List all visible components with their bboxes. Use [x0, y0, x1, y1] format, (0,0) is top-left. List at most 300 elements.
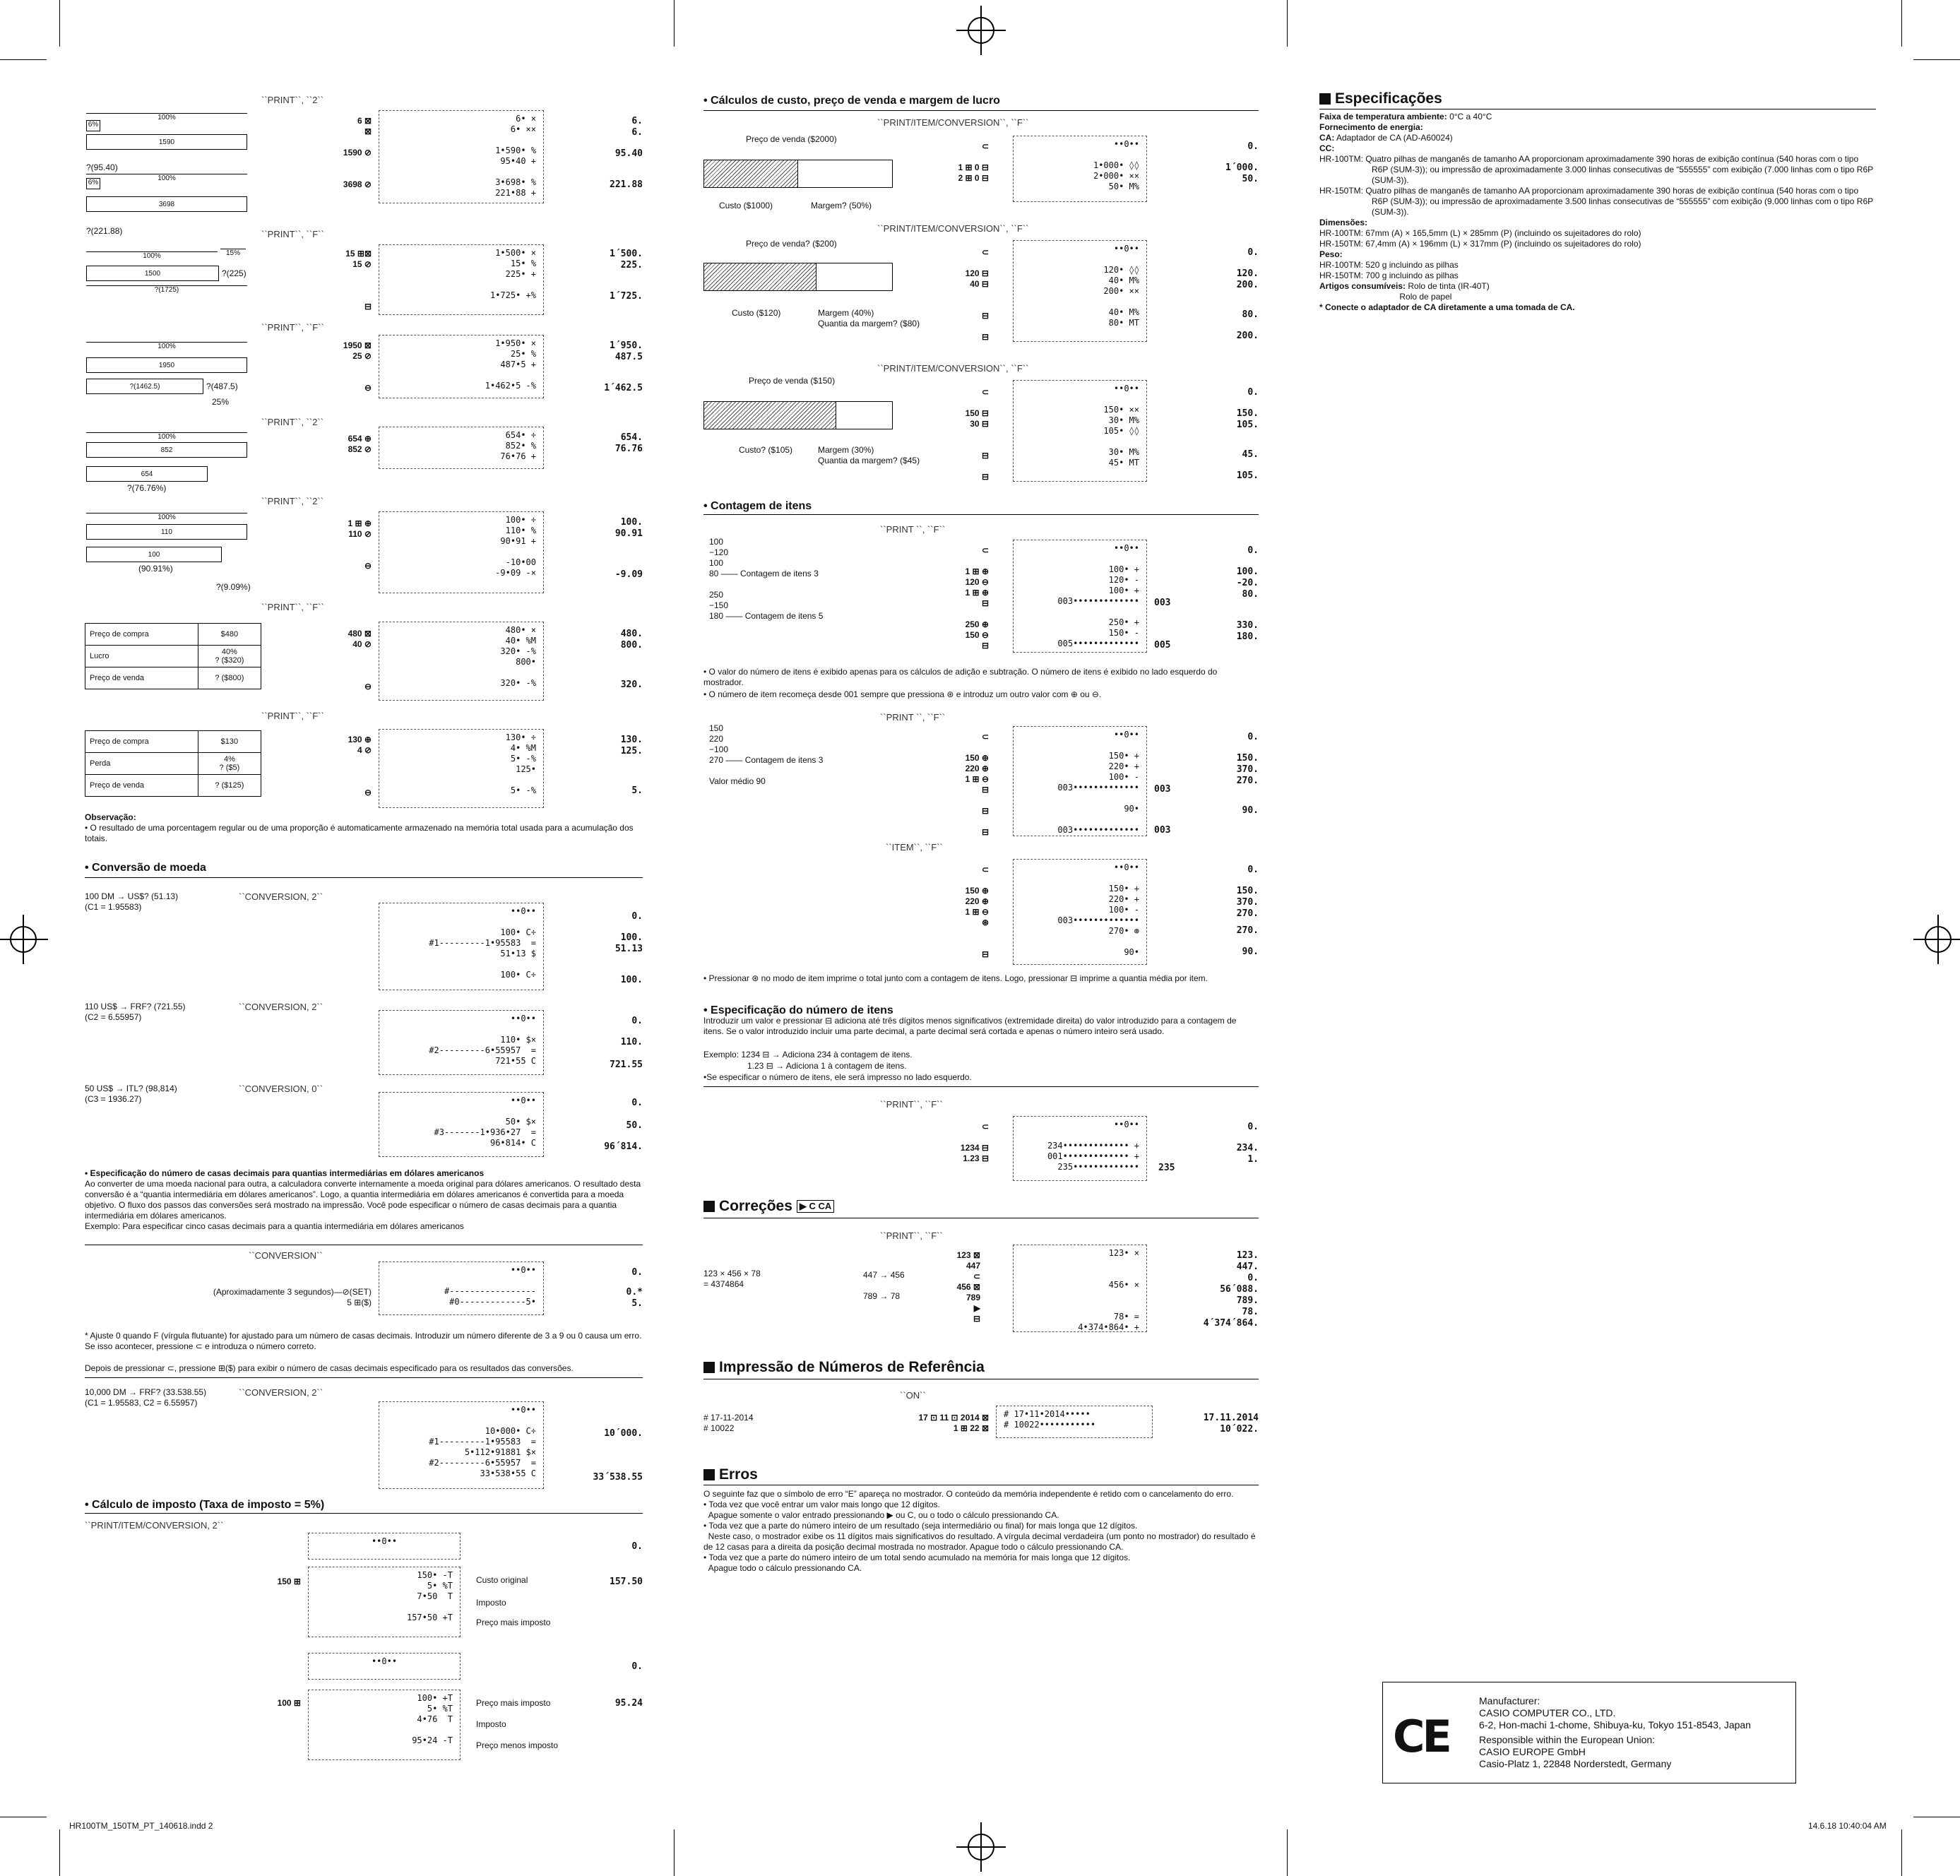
mode-label: ``PRINT``, ``F`` — [880, 1099, 943, 1110]
tax-label: Imposto — [476, 1719, 506, 1729]
ce-line: CASIO COMPUTER CO., LTD. — [1479, 1707, 1616, 1718]
section-title: • Cálculos de custo, preço de venda e margem de lucro — [703, 95, 1000, 107]
bar-percent: 6% — [86, 178, 100, 189]
display-result: 370. — [1236, 897, 1259, 908]
display-result: 6. — [631, 116, 643, 126]
display-result: 270. — [1236, 776, 1259, 786]
footer-timestamp: 14.6.18 10:40:04 AM — [1808, 1821, 1887, 1831]
spec-line — [1319, 218, 1876, 228]
bar-value: 1590 — [86, 134, 247, 150]
observation-text: • O resultado de uma porcentagem regular ou de uma proporção é automaticamente armazenado na memória total usada para a acumulação dos totais. — [85, 823, 634, 843]
key-sequence: ⊂ 150 ⊕ 220 ⊕ 1 ⊞ ⊖ ⊛ ⊟ — [965, 865, 989, 959]
bar-scale: 100% — [86, 251, 218, 263]
price-table — [85, 623, 261, 689]
bar-scale: 100% — [86, 513, 247, 524]
print-tape: 100• ÷ 110• % 90•91 + -10•00 -9•09 -× — [379, 511, 544, 593]
table-cell: $130 — [198, 731, 261, 753]
display-result: 200. — [1236, 331, 1259, 341]
display-result: -20. — [1236, 578, 1259, 588]
mode-label: ``PRINT``, ``F`` — [261, 229, 324, 239]
bar-result: ?(76.76%) — [127, 483, 167, 493]
spec-text: Introduzir um valor e pressionar ⊟ adiciona até três dígitos menos significativos (extremidade direita) do valor introduzido para a contagem de itens. Se o valor introduzido incluir uma parte decimal, a parte decimal será cortada e apenas o número inteiro será usado. — [703, 1016, 1237, 1036]
table-cell: 4% ? ($5) — [198, 753, 261, 775]
bar-value: 852 — [86, 442, 247, 458]
item-count: 005 — [1154, 640, 1171, 651]
display-result: 654. — [620, 432, 643, 443]
spec-value: Rolo de tinta (IR-40T) — [1406, 281, 1490, 291]
count-example: 150 220 −100 270 —— Contagem de itens 3 Valor médio 90 — [709, 723, 824, 786]
bar-percent: 15% — [220, 249, 246, 260]
key-sequence: 150 ⊞ — [277, 1577, 301, 1586]
display-result: 90. — [1242, 946, 1259, 957]
ce-text — [1479, 1695, 1751, 1770]
decimal-after: Depois de pressionar ⊂, pressione ⊞($) para exibir o número de casas decimais especificado para os resultados das conversões. — [85, 1363, 574, 1373]
bar-percent: 6% — [86, 120, 100, 131]
print-tape: 100• +T 5• %T 4•76 T 95•24 -T — [308, 1690, 461, 1760]
table-cell: Perda — [85, 753, 198, 775]
spec-line — [1319, 249, 1876, 260]
display-result: 370. — [1236, 764, 1259, 775]
tax-label: Preço menos imposto — [476, 1740, 559, 1750]
tax-label: Preço mais imposto — [476, 1617, 551, 1627]
display-result: 1´000. — [1225, 162, 1259, 173]
mode-label: ``PRINT/ITEM/CONVERSION``, ``F`` — [877, 223, 1029, 234]
bar-result: ?(221.88) — [86, 226, 123, 236]
section-rule — [703, 110, 1259, 111]
print-tape: ••0•• 150• + 220• + 100• - 003••••••••••••• 270• ⊛ 90• — [1013, 859, 1147, 965]
bar-value: 654 — [86, 466, 208, 482]
display-result: 105. — [1236, 420, 1259, 430]
crop-mark — [1287, 1829, 1288, 1876]
spec-line — [1319, 281, 1876, 292]
display-result: 33´538.55 — [593, 1472, 643, 1483]
mode-label: ``PRINT``, ``2`` — [261, 496, 324, 506]
item-count: 235 — [1158, 1163, 1175, 1173]
spec-key: Faixa de temperatura ambiente: — [1319, 112, 1447, 121]
display-result: 100. — [620, 932, 643, 943]
conversion-label: 100 DM → US$? (51.13) (C1 = 1.95583) — [85, 891, 179, 912]
mode-label: ``CONVERSION`` — [249, 1250, 323, 1261]
correction-steps: 447 → 456 789 → 78 — [863, 1270, 905, 1301]
count-note: • O número de item recomeça desde 001 sempre que pressiona ⊛ e introduz um outro valor com ⊕ ou ⊖. — [703, 689, 1102, 699]
spec-line — [1319, 112, 1876, 122]
section-square-icon — [703, 1469, 715, 1480]
display-result: 17.11.2014 — [1203, 1413, 1259, 1423]
decimal-spec-title: • Especificação do número de casas decimais para quantias intermediárias em dólares americanos — [85, 1168, 485, 1178]
display-result: 105. — [1236, 470, 1259, 481]
spec-value: 0°C a 40°C — [1447, 112, 1492, 121]
print-tape: ••0•• — [308, 1533, 461, 1560]
display-result: 0. — [1247, 865, 1259, 875]
display-result: 0. — [1247, 545, 1259, 556]
table-cell: ? ($125) — [198, 775, 261, 797]
spec-key: CA: — [1319, 133, 1335, 143]
display-result: 96´814. — [604, 1141, 643, 1152]
display-result: 150. — [1236, 753, 1259, 764]
crop-mark — [1913, 59, 1960, 60]
display-result: 56´088. — [1220, 1284, 1259, 1295]
bar-result: ?(95.40) — [86, 162, 118, 172]
price-bar — [703, 401, 893, 429]
key-sequence: 17 ⊡ 11 ⊡ 2014 ⊠ 1 ⊞ 22 ⊠ — [918, 1413, 989, 1433]
display-result: 130. — [620, 735, 643, 745]
display-result: 50. — [626, 1120, 643, 1131]
key-sequence: (Aproximadamente 3 segundos)—⊘(SET) 5 ⊞($) — [213, 1287, 372, 1307]
registration-mark — [10, 926, 37, 953]
conversion-label: 50 US$ → ITL? (98,814) (C3 = 1936.27) — [85, 1084, 177, 1104]
diagram-label: Custo? ($105) — [739, 445, 793, 455]
section-title: • Cálculo de imposto (Taxa de imposto = 5%) — [85, 1499, 325, 1511]
bar-percent: 25% — [212, 397, 230, 407]
ce-line: CASIO EUROPE GmbH — [1479, 1746, 1586, 1757]
display-result: 221.88 — [610, 179, 643, 190]
count-example: 100 −120 100 80 —— Contagem de itens 3 250 −150 180 —— Contagem de itens 5 — [709, 537, 824, 621]
registration-mark — [968, 17, 994, 44]
display-result: -9.09 — [614, 569, 643, 580]
display-result: 0. — [1247, 247, 1259, 258]
table-cell: Lucro — [85, 646, 198, 667]
display-result: 0.* — [626, 1287, 643, 1298]
diagram-label: Custo ($120) — [732, 308, 781, 318]
mode-label: ``PRINT``, ``F`` — [261, 602, 324, 612]
display-result: 0. — [1247, 387, 1259, 398]
print-tape: ••0•• 10•000• C÷ #1---------1•95583 = 5•112•91881 $× #2---------6•55957 = 33•538•55 C — [379, 1401, 544, 1489]
spec-key: Dimensões: — [1319, 218, 1368, 227]
print-tape: 130• ÷ 4• %M 5• -% 125• 5• -% — [379, 729, 544, 808]
table-cell: Preço de venda — [85, 667, 198, 689]
display-result: 0. — [631, 1267, 643, 1278]
bar-value: 1500 — [86, 266, 219, 281]
mode-label: ``PRINT/ITEM/CONVERSION``, ``F`` — [877, 363, 1029, 374]
display-result: 200. — [1236, 280, 1259, 290]
conversion-label: 10,000 DM → FRF? (33.538.55) (C1 = 1.95583, C2 = 6.55957) — [85, 1387, 207, 1408]
mode-label: ``PRINT``, ``F`` — [880, 1230, 943, 1241]
mode-label: ``ITEM``, ``F`` — [886, 842, 943, 853]
correction-keys-icon: ▶ C CA — [797, 1200, 834, 1213]
display-result: 110. — [620, 1037, 643, 1047]
tax-label: Preço mais imposto — [476, 1698, 551, 1708]
corrections-title-text: Correções — [719, 1198, 792, 1214]
mode-label: ``CONVERSION, 0`` — [239, 1084, 323, 1094]
print-tape: ••0•• 110• $× #2---------6•55957 = 721•55 C — [379, 1010, 544, 1075]
spec-key: Peso: — [1319, 249, 1343, 259]
display-result: 0. — [1247, 141, 1259, 152]
registration-mark — [968, 1834, 994, 1860]
section-rule — [703, 514, 1259, 515]
display-result: 0. — [1247, 1273, 1259, 1283]
print-tape: ••0•• — [308, 1653, 461, 1680]
bar-value: 100 — [86, 547, 222, 562]
crop-mark — [0, 59, 47, 60]
mode-label: ``CONVERSION, 2`` — [239, 1002, 323, 1012]
print-tape: 1•950• × 25• % 487•5 + 1•462•5 -% — [379, 335, 544, 398]
bar-scale: 100% — [86, 113, 247, 127]
section-rule — [703, 1086, 1259, 1087]
bar-result: ?(9.09%) — [216, 582, 251, 592]
display-result: 225. — [620, 260, 643, 271]
bar-result: ?(225) — [222, 268, 247, 278]
display-result: 45. — [1242, 449, 1259, 460]
display-result: 234. — [1236, 1143, 1259, 1153]
ce-mark-icon: CE — [1393, 1711, 1449, 1762]
display-result: 100. — [1236, 566, 1259, 577]
item-count: 003 — [1154, 598, 1171, 608]
key-sequence: 100 ⊞ — [277, 1698, 301, 1708]
print-tape: ••0•• #----------------- #0-------------5• — [379, 1261, 544, 1315]
display-result: 1. — [1247, 1154, 1259, 1165]
display-result: 800. — [620, 640, 643, 651]
display-result: 270. — [1236, 908, 1259, 919]
mode-label: ``CONVERSION, 2`` — [239, 891, 323, 902]
spec-line — [1319, 143, 1876, 154]
spec-example: 1.23 ⊟ → Adiciona 1 à contagem de itens. — [747, 1061, 907, 1071]
display-result: 0. — [631, 1661, 643, 1672]
ce-line: 6-2, Hon-machi 1-chome, Shibuya-ku, Tokyo 151-8543, Japan — [1479, 1719, 1751, 1730]
key-sequence: 1 ⊞ ⊕ 110 ⊘ ⊖ — [348, 518, 372, 571]
count-note: • O valor do número de itens é exibido apenas para os cálculos de adição e subtração. O número de itens é exibido no lado esquerdo do mostrador. — [703, 667, 1218, 687]
errors-title — [703, 1466, 758, 1483]
display-result: 95.24 — [614, 1698, 643, 1709]
section-title: • Especificação do número de itens — [703, 1004, 893, 1016]
print-tape: 6• × 6• ×× 1•590• % 95•40 + 3•698• % 221•88 + — [379, 110, 544, 203]
table-cell: $480 — [198, 624, 261, 646]
mode-label: ``ON`` — [900, 1390, 926, 1401]
mode-label: ``CONVERSION, 2`` — [239, 1387, 323, 1398]
display-result: 487.5 — [614, 352, 643, 362]
display-result: 10´000. — [604, 1428, 643, 1439]
display-result: 5. — [631, 785, 643, 796]
print-tape: ••0•• 100• + 120• - 100• + 003••••••••••••• 250• + 150• - 005••••••••••••• — [1013, 540, 1147, 653]
diagram-label: Margem? (50%) — [811, 201, 872, 210]
section-square-icon — [703, 1201, 715, 1212]
tax-label: Imposto — [476, 1598, 506, 1608]
count-note: • Pressionar ⊛ no modo de item imprime o total junto com a contagem de itens. Logo, pressionar ⊟ imprime a quantia média por item. — [703, 973, 1208, 983]
diagram-label: Preço de venda? ($200) — [746, 239, 837, 249]
bar-value: 110 — [86, 524, 247, 540]
display-result: 0. — [631, 1541, 643, 1552]
footer-filename: HR100TM_150TM_PT_140618.indd 2 — [69, 1821, 213, 1831]
spec-line — [1319, 122, 1876, 133]
display-result: 95.40 — [614, 148, 643, 159]
print-tape: ••0•• 150• + 220• + 100• - 003••••••••••••• 90• 003••••••••••••• — [1013, 726, 1147, 836]
display-result: 80. — [1242, 589, 1259, 600]
display-result: 50. — [1242, 174, 1259, 184]
display-result: 320. — [620, 679, 643, 690]
print-tape: ••0•• 150• ×× 30• M% 105• ◊◊ 30• M% 45• MT — [1013, 380, 1147, 482]
price-bar — [703, 263, 893, 291]
spec-example: •Se especificar o número de itens, ele será impresso no lado esquerdo. — [703, 1072, 972, 1082]
display-result: 150. — [1236, 886, 1259, 896]
display-result: 150. — [1236, 408, 1259, 419]
display-result: 480. — [620, 629, 643, 639]
key-sequence: ⊂ 1234 ⊟ 1.23 ⊟ — [960, 1122, 989, 1163]
display-result: 1´725. — [610, 291, 643, 302]
spec-line — [1319, 133, 1876, 143]
crop-mark — [1901, 0, 1902, 47]
bar-value: 3698 — [86, 196, 247, 212]
decimal-note: * Ajuste 0 quando F (vírgula flutuante) for ajustado para um número de casas decimais. Introduzir um número diferente de 3 a 9 ou 0 causa um erro. Se isso acontecer, pressione ⊂ e introduza o número correto. — [85, 1331, 642, 1351]
crop-mark — [59, 0, 60, 47]
item-count: 003 — [1154, 825, 1171, 836]
corrections-title — [703, 1198, 834, 1215]
spec-line: HR-100TM: 67mm (A) × 165,5mm (L) × 285mm (P) (incluindo os sujeitadores do rolo) — [1319, 228, 1641, 238]
display-result: 5. — [631, 1298, 643, 1309]
bar-result: ?(487.5) — [206, 381, 238, 391]
bar-value: 1950 — [86, 357, 247, 373]
crop-mark — [1287, 0, 1288, 47]
display-result: 0. — [631, 1016, 643, 1026]
key-sequence: 6 ⊠ ⊠ 1590 ⊘ 3698 ⊘ — [343, 116, 372, 189]
diagram-label: Margem (30%) Quantia da margem? ($45) — [818, 445, 920, 465]
table-cell: 40% ? ($320) — [198, 646, 261, 667]
display-result: 447. — [1236, 1261, 1259, 1272]
display-result: 80. — [1242, 309, 1259, 320]
decimal-spec-text: Ao converter de uma moeda nacional para outra, a calculadora converte internamente a moeda original para dólares americanos. O resultado desta conversão é a “quantia intermediária em dólares americanos”. Logo, a quantia intermediária em dólares americanos é convertida para a moeda objetivo. O fluxo dos passos das conversões será mostrado na impressão. Você pode especificar o número de casas decimais para a quantia intermediária em dólares americanos. — [85, 1179, 641, 1221]
display-result: 0. — [1247, 732, 1259, 742]
display-result: 270. — [1236, 925, 1259, 936]
section-title: • Contagem de itens — [703, 500, 812, 512]
key-sequence: 1950 ⊠ 25 ⊘ ⊖ — [343, 340, 372, 393]
mode-label: ``PRINT``, ``2`` — [261, 95, 324, 105]
print-tape: 150• -T 5• %T 7•50 T 157•50 +T — [308, 1567, 461, 1637]
table-cell: Preço de compra — [85, 731, 198, 753]
spec-key: Fornecimento de energia: — [1319, 122, 1423, 132]
display-result: 125. — [620, 746, 643, 756]
display-result: 0. — [1247, 1122, 1259, 1132]
ce-declaration — [1382, 1682, 1796, 1783]
specs-list — [1319, 112, 1876, 313]
mode-label: ``PRINT/ITEM/CONVERSION, 2`` — [85, 1520, 224, 1531]
table-cell: ? ($800) — [198, 667, 261, 689]
crop-mark — [1901, 1829, 1902, 1876]
bar-scale: 100% — [86, 432, 247, 444]
crop-mark — [674, 1829, 675, 1876]
mode-label: ``PRINT``, ``F`` — [261, 322, 324, 333]
print-tape: 480• × 40• %M 320• -% 800• 320• -% — [379, 622, 544, 701]
display-result: 0. — [631, 911, 643, 922]
reference-title-text: Impressão de Números de Referência — [719, 1359, 985, 1375]
display-result: 180. — [1236, 631, 1259, 642]
display-result: 157.50 — [610, 1577, 643, 1587]
key-sequence: ⊂ 150 ⊟ 30 ⊟ ⊟ ⊟ — [965, 387, 989, 482]
print-tape: 1•500• × 15• % 225• + 1•725• +% — [379, 244, 544, 315]
display-result: 0. — [631, 1098, 643, 1108]
table-cell: Preço de compra — [85, 624, 198, 646]
conversion-label: 110 US$ → FRF? (721.55) (C2 = 6.55957) — [85, 1002, 186, 1022]
display-result: 330. — [1236, 620, 1259, 631]
section-rule — [85, 877, 643, 878]
spec-value: Adaptador de CA (AD-A60024) — [1334, 133, 1453, 143]
bar-value: ?(1462.5) — [86, 379, 203, 394]
price-table — [85, 730, 261, 797]
print-tape: 654• ÷ 852• % 76•76 + — [379, 427, 544, 469]
observation — [85, 812, 643, 844]
key-sequence: ⊂ 1 ⊞ ⊕ 120 ⊖ 1 ⊞ ⊕ ⊟ 250 ⊕ 150 ⊖ ⊟ — [965, 545, 989, 651]
spec-line: HR-150TM: Quatro pilhas de manganês de tamanho AA proporcionam aproximadamente 390 horas de exibição contínua (540 horas com o tipo R6P (SUM-3)); ou impressão de aproximadamente 3.500 linhas consecutivas de “555555” com exibição (9.000 linhas com o tipo R6P (SUM-3)). — [1319, 186, 1873, 217]
key-sequence: 480 ⊠ 40 ⊘ ⊖ — [348, 629, 372, 691]
decimal-spec-example: Exemplo: Para especificar cinco casas decimais para a quantia intermediária em dólares americanos — [85, 1221, 464, 1231]
display-result: 1´950. — [610, 340, 643, 351]
display-result: 1´500. — [610, 249, 643, 259]
key-sequence: ⊂ 150 ⊕ 220 ⊕ 1 ⊞ ⊖ ⊟ ⊟ ⊟ — [965, 732, 989, 837]
display-result: 51.13 — [614, 944, 643, 954]
bar-scale: 100% — [86, 174, 247, 185]
display-result: 4´374´864. — [1203, 1318, 1259, 1329]
ce-line: Casio-Platz 1, 22848 Norderstedt, Germany — [1479, 1758, 1672, 1769]
price-bar — [703, 160, 893, 188]
key-sequence: 123 ⊠ 447 ⊂ 456 ⊠ 789 ▶ ⊟ — [956, 1250, 980, 1324]
diagram-label: Margem (40%) Quantia da margem? ($80) — [818, 308, 920, 328]
mode-label: ``PRINT/ITEM/CONVERSION``, ``F`` — [877, 117, 1029, 128]
spec-line: HR-150TM: 67,4mm (A) × 196mm (L) × 317mm (P) (incluindo os sujeitadores do rolo) — [1319, 239, 1641, 249]
spec-line: Rolo de papel — [1319, 292, 1452, 302]
spec-example: Exemplo: 1234 ⊟ → Adiciona 234 à contagem de itens. — [703, 1050, 913, 1059]
table-cell: Preço de venda — [85, 775, 198, 797]
bar-result: (90.91%) — [138, 564, 173, 574]
ce-line: Manufacturer: — [1479, 1695, 1540, 1706]
spec-key: Artigos consumíveis: — [1319, 281, 1406, 291]
diagram-label: Preço de venda ($2000) — [746, 134, 837, 144]
display-result: 123. — [1236, 1250, 1259, 1261]
display-result: 100. — [620, 975, 643, 985]
section-title: • Conversão de moeda — [85, 862, 206, 874]
section-rule — [85, 1513, 643, 1514]
item-count: 003 — [1154, 784, 1171, 795]
observation-title: Observação: — [85, 812, 136, 822]
display-result: 90. — [1242, 805, 1259, 816]
mode-label: ``PRINT``, ``F`` — [261, 711, 324, 721]
display-result: 1´462.5 — [604, 383, 643, 393]
display-result: 90.91 — [614, 528, 643, 539]
display-result: 10´022. — [1220, 1424, 1259, 1435]
display-result: 120. — [1236, 268, 1259, 279]
key-sequence: 130 ⊕ 4 ⊘ ⊖ — [348, 735, 372, 797]
print-tape: ••0•• 100• C÷ #1---------1•95583 = 51•13 $ 100• C÷ — [379, 903, 544, 990]
specs-title-text: Especificações — [1335, 90, 1442, 107]
print-tape: 123• × 456• × 78• = 4•374•864• + — [1013, 1245, 1147, 1332]
key-sequence: 15 ⊞⊠ 15 ⊘ ⊟ — [345, 249, 372, 311]
display-result: 100. — [620, 517, 643, 528]
spec-line: * Conecte o adaptador de CA diretamente a uma tomada de CA. — [1319, 302, 1575, 312]
crop-mark — [59, 1829, 60, 1876]
spec-line: HR-150TM: 700 g incluindo as pilhas — [1319, 271, 1459, 280]
section-square-icon — [703, 1362, 715, 1373]
section-rule — [85, 1377, 643, 1378]
print-tape: ••0•• 120• ◊◊ 40• M% 200• ×× 40• M% 80• MT — [1013, 240, 1147, 342]
key-sequence: ⊂ 120 ⊟ 40 ⊟ ⊟ ⊟ — [965, 247, 989, 342]
errors-text: O seguinte faz que o símbolo de erro “E” apareça no mostrador. O conteúdo da memória independente é retido com o cancelamento do erro. • Toda vez que você entrar um valor mais longo que 12 dígitos. Apague somente o valor entrado pressionando ▶ ou C, ou o todo o cálculo pressionando CA. • Toda vez que a parte do número inteiro de um resultado (seja intermediário ou final) for mais longa que 12 dígitos. Neste caso, o mostrador exibe os 11 dígitos mais significativos do resultado. A vírgula decimal verdadeira (um ponto no mostrador) do resultado é de 12 casas para a direita da posição decimal mostrada no mostrador. Apague todo o cálculo pressionando CA. • Toda vez que a parte do número inteiro de um total sendo acumulado na memória for mais longa que 12 dígitos. Apague todo o cálculo pressionando CA. — [703, 1489, 1256, 1573]
diagram-label: Preço de venda ($150) — [749, 376, 836, 386]
display-result: 789. — [1236, 1295, 1259, 1306]
display-result: 721.55 — [610, 1059, 643, 1070]
key-sequence: ⊂ 1 ⊞ 0 ⊟ 2 ⊞ 0 ⊟ — [958, 141, 989, 183]
display-result: 6. — [631, 127, 643, 138]
display-result: 76.76 — [614, 444, 643, 454]
correction-equation: 123 × 456 × 78 = 4374864 — [703, 1269, 761, 1289]
spec-key: CC: — [1319, 143, 1335, 153]
key-sequence: 654 ⊕ 852 ⊘ — [348, 434, 372, 454]
tax-label: Custo original — [476, 1575, 528, 1585]
specs-title — [1319, 90, 1442, 107]
reference-title — [703, 1359, 985, 1376]
print-tape: ••0•• 234••••••••••••• + 001••••••••••••• + 235••••••••••••• — [1013, 1116, 1147, 1181]
errors-title-text: Erros — [719, 1466, 758, 1483]
spec-line: HR-100TM: Quatro pilhas de manganês de tamanho AA proporcionam aproximadamente 390 horas de exibição contínua (540 horas com o tipo R6P (SUM-3)); ou impressão de aproximadamente 3.000 linhas consecutivas de “555555” com exibição (7.000 linhas com o tipo R6P (SUM-3)). — [1319, 154, 1873, 185]
mode-label: ``PRINT ``, ``F`` — [880, 712, 946, 723]
print-tape: ••0•• 50• $× #3-------1•936•27 = 96•814• C — [379, 1092, 544, 1157]
print-tape: # 17•11•2014••••• # 10022••••••••••• — [996, 1406, 1153, 1438]
bar-total: ?(1725) — [86, 285, 247, 297]
